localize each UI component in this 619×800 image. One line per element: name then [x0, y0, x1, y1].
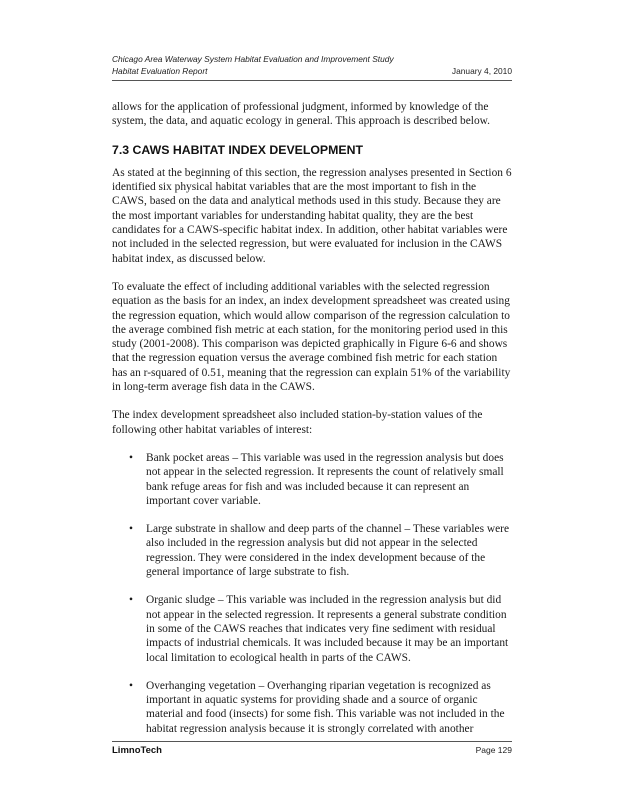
header-rule: [112, 80, 512, 81]
list-item-text: Overhanging vegetation – Overhanging riparian vegetation is recognized as important in aquatic systems for providing shade and a source of organic material and food (insects) for some fish. This variable was not included in the habitat regression analysis because it is strongly correlated with another: [146, 679, 505, 735]
section-heading: 7.3 CAWS HABITAT INDEX DEVELOPMENT: [112, 142, 363, 157]
list-item: [112, 593, 512, 664]
habitat-variable-list: [112, 451, 512, 736]
list-item: [112, 522, 512, 579]
list-item-text: Bank pocket areas – This variable was used in the regression analysis but does not appear in the selected regression. It represents the count of relatively small bank refuge areas for fish and was included because it can represent an important cover variable.: [146, 451, 504, 507]
paragraph-3: The index development spreadsheet also included station-by-station values of the following other habitat variables of interest:: [112, 409, 483, 436]
paragraph-2: To evaluate the effect of including additional variables with the selected regression equation as the basis for an index, an index development spreadsheet was created using the regression equation, which would allow comparison of the regression calculation to the average combined fish metric at each station, for the monitoring period used in this study (2001-2008). This comparison was depicted graphically in Figure 6-6 and shows that the regression equation versus the average combined fish metric for each station has an r-squared of 0.51, meaning that the regression can explain 51% of the variability in long-term average fish data in the CAWS.: [112, 280, 511, 394]
list-item: [112, 451, 512, 508]
running-header: [112, 53, 512, 77]
list-item-text: Large substrate in shallow and deep parts of the channel – These variables were also included in the regression analysis but did not appear in the selected regression. They were considered in the index development because of the general importance of large substrate to fish.: [146, 523, 509, 579]
bullet-icon: •: [129, 679, 133, 692]
footer-page-number: Page 129: [475, 745, 512, 755]
paragraph-1: As stated at the beginning of this section, the regression analyses presented in Section 6 identified six physical habitat variables that are the most important to fish in the CAWS, based on the data and analytical methods used in this study. Because they are the most important variables for understanding habitat quality, they are the best candidates for a CAWS-specific habitat index. In addition, other habitat variables were not included in the selected regression, but were evaluated for inclusion in the CAWS habitat index, as discussed below.: [112, 166, 512, 265]
header-study-title: Chicago Area Waterway System Habitat Evaluation and Improvement Study: [112, 54, 394, 64]
document-body: [112, 100, 512, 750]
list-item: [112, 679, 512, 736]
bullet-icon: •: [129, 451, 133, 464]
list-item-text: Organic sludge – This variable was included in the regression analysis but did not appear in the selected regression. It represents a general substrate condition in some of the CAWS reaches that indicates very fine sediment with residual impacts of industrial chemicals. It was included because it may be an important local limitation to ecological health in parts of the CAWS.: [146, 594, 509, 664]
bullet-icon: •: [129, 594, 133, 607]
footer-company: LimnoTech: [112, 745, 162, 756]
footer-rule: [112, 741, 512, 742]
header-date: January 4, 2010: [451, 66, 512, 76]
bullet-icon: •: [129, 523, 133, 536]
header-report-title: Habitat Evaluation Report: [112, 66, 208, 76]
intro-paragraph: allows for the application of professional judgment, informed by knowledge of the system, the data, and aquatic ecology in general. This approach is described below.: [112, 101, 490, 128]
